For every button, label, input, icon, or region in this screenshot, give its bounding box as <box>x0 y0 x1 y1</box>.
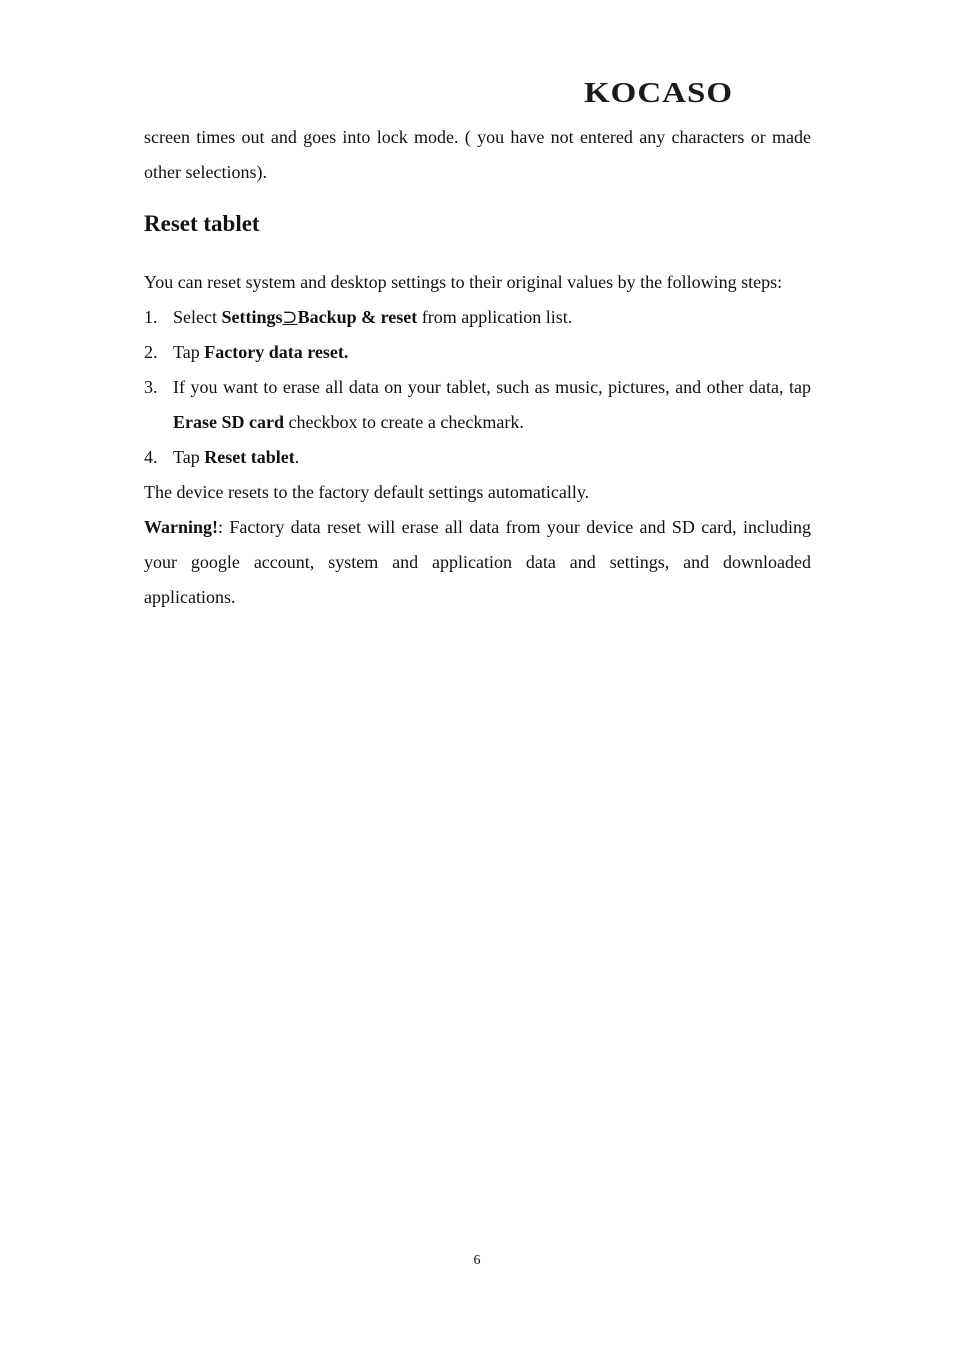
step-bold-settings: Settings <box>221 307 283 327</box>
warning-label: Warning! <box>144 517 219 537</box>
step-text: . <box>294 447 300 467</box>
path-separator-icon: ⊃ <box>282 307 298 327</box>
kocaso-logo: KOCASO <box>584 78 734 109</box>
step-bold: Factory data reset. <box>204 342 349 362</box>
page-number: 6 <box>473 1253 481 1268</box>
step-text: Select <box>173 307 222 327</box>
step-bold-backup-reset: Backup & reset <box>297 307 418 327</box>
step-item <box>144 300 811 335</box>
continuation-paragraph: screen times out and goes into lock mode. ( you have not entered any characters or made other selections). <box>144 127 811 182</box>
step-item <box>144 370 811 440</box>
step-number: 3. <box>144 377 158 397</box>
result-paragraph: The device resets to the factory default settings automatically. <box>144 482 590 502</box>
step-text: Tap <box>173 447 205 467</box>
step-item <box>144 335 811 370</box>
step-text: Tap <box>173 342 205 362</box>
step-text: If you want to erase all data on your tablet, such as music, pictures, and other data, tap <box>173 377 811 397</box>
steps-list <box>144 300 811 475</box>
step-text: from application list. <box>417 307 573 327</box>
step-number: 4. <box>144 447 158 467</box>
warning-text: : Factory data reset will erase all data from your device and SD card, including your google account, system and application data and settings, and downloaded applications. <box>144 517 811 607</box>
step-bold: Erase SD card <box>173 412 284 432</box>
step-number: 1. <box>144 307 158 327</box>
step-text: checkbox to create a checkmark. <box>284 412 524 432</box>
step-item <box>144 440 811 475</box>
warning-paragraph <box>144 510 811 615</box>
step-bold: Reset tablet <box>204 447 295 467</box>
section-title: Reset tablet <box>144 211 260 236</box>
intro-paragraph: You can reset system and desktop settings to their original values by the following steps: <box>144 272 783 292</box>
step-number: 2. <box>144 342 158 362</box>
page-content <box>144 120 811 615</box>
